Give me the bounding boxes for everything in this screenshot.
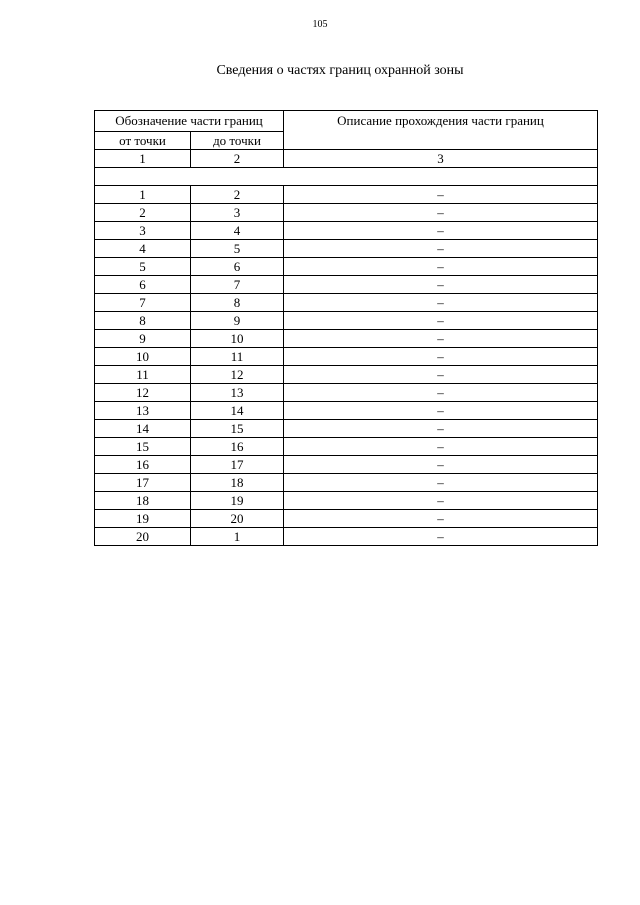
description-cell: – [284,384,598,402]
from-point-cell: 10 [95,348,191,366]
to-point-cell: 14 [191,402,284,420]
table-row [95,366,598,384]
header-boundary-designation: Обозначение части границ [95,111,284,132]
from-point-cell: 1 [95,186,191,204]
to-point-cell: 16 [191,438,284,456]
table-row [95,528,598,546]
from-point-cell: 12 [95,384,191,402]
description-cell: – [284,312,598,330]
description-cell: – [284,186,598,204]
from-point-cell: 4 [95,240,191,258]
to-point-cell: 15 [191,420,284,438]
to-point-cell: 2 [191,186,284,204]
column-number: 1 [95,150,191,168]
table-row [95,222,598,240]
from-point-cell: 5 [95,258,191,276]
table-row [95,384,598,402]
table-row [95,186,598,204]
description-cell: – [284,204,598,222]
from-point-cell: 14 [95,420,191,438]
header-to-point: до точки [191,132,284,150]
table-row [95,456,598,474]
table-row [95,258,598,276]
column-number: 2 [191,150,284,168]
to-point-cell: 9 [191,312,284,330]
description-cell: – [284,402,598,420]
to-point-cell: 7 [191,276,284,294]
to-point-cell: 1 [191,528,284,546]
table-row [95,492,598,510]
table-row [95,402,598,420]
empty-cell [95,168,598,186]
description-cell: – [284,492,598,510]
from-point-cell: 3 [95,222,191,240]
to-point-cell: 17 [191,456,284,474]
to-point-cell: 10 [191,330,284,348]
description-cell: – [284,456,598,474]
from-point-cell: 9 [95,330,191,348]
table-row [95,312,598,330]
to-point-cell: 13 [191,384,284,402]
table-row [95,510,598,528]
to-point-cell: 19 [191,492,284,510]
description-cell: – [284,294,598,312]
from-point-cell: 6 [95,276,191,294]
from-point-cell: 8 [95,312,191,330]
boundary-parts-table [94,110,598,546]
to-point-cell: 5 [191,240,284,258]
description-cell: – [284,276,598,294]
to-point-cell: 18 [191,474,284,492]
from-point-cell: 7 [95,294,191,312]
description-cell: – [284,510,598,528]
table-row [95,330,598,348]
table-row [95,240,598,258]
description-cell: – [284,420,598,438]
header-description: Описание прохождения части границ [284,111,598,150]
to-point-cell: 11 [191,348,284,366]
from-point-cell: 15 [95,438,191,456]
from-point-cell: 11 [95,366,191,384]
from-point-cell: 17 [95,474,191,492]
from-point-cell: 19 [95,510,191,528]
description-cell: – [284,258,598,276]
description-cell: – [284,438,598,456]
header-from-point: от точки [95,132,191,150]
from-point-cell: 2 [95,204,191,222]
table-row [95,420,598,438]
description-cell: – [284,528,598,546]
to-point-cell: 8 [191,294,284,312]
table-row [95,438,598,456]
from-point-cell: 13 [95,402,191,420]
description-cell: – [284,330,598,348]
to-point-cell: 12 [191,366,284,384]
to-point-cell: 4 [191,222,284,240]
empty-row [95,168,598,186]
description-cell: – [284,474,598,492]
table-row [95,348,598,366]
column-number: 3 [284,150,598,168]
from-point-cell: 20 [95,528,191,546]
description-cell: – [284,222,598,240]
from-point-cell: 16 [95,456,191,474]
to-point-cell: 3 [191,204,284,222]
to-point-cell: 6 [191,258,284,276]
table-row [95,204,598,222]
from-point-cell: 18 [95,492,191,510]
column-number-row [95,150,598,168]
table-row [95,276,598,294]
description-cell: – [284,366,598,384]
document-title: Сведения о частях границ охранной зоны [216,63,464,78]
page-number: 105 [312,19,328,30]
to-point-cell: 20 [191,510,284,528]
description-cell: – [284,348,598,366]
description-cell: – [284,240,598,258]
table-row [95,474,598,492]
table-row [95,294,598,312]
